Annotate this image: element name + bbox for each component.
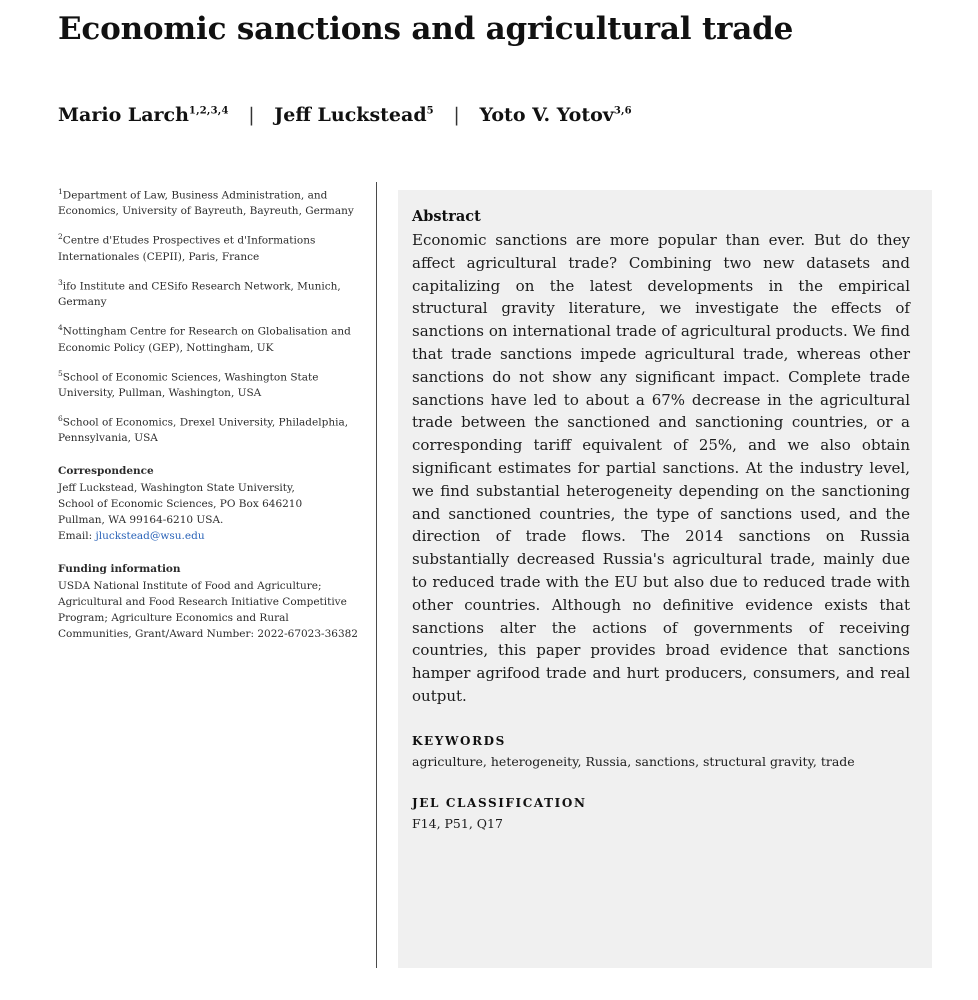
email-label: Email: (58, 530, 93, 543)
author-3-name: Yoto V. Yotov (479, 104, 614, 126)
column-divider (376, 182, 377, 968)
affiliation-5-mark: 5 (58, 368, 63, 378)
affiliation-5-text: School of Economic Sciences, Washington State University, Pullman, Washington, USA (58, 371, 319, 400)
keywords-heading: KEYWORDS (412, 733, 506, 748)
affiliation-item (58, 277, 358, 311)
abstract-box (398, 190, 932, 968)
abstract-heading: Abstract (412, 208, 481, 225)
affiliation-6-text: School of Economics, Drexel University, Philadelphia, Pennsylvania, USA (58, 416, 349, 445)
affiliation-item (58, 322, 358, 356)
author-3-affiliation-marks: 3,6 (613, 105, 632, 117)
affiliation-1-text: Department of Law, Business Administration, and Economics, University of Bayreuth, Bayreuth, Germany (58, 189, 354, 218)
funding-block (58, 562, 358, 643)
correspondence-block (58, 464, 358, 545)
author-2 (274, 104, 434, 126)
author-separator-1: | (248, 104, 255, 126)
correspondence-email-line (58, 529, 358, 545)
page-title: Economic sanctions and agricultural trade (58, 11, 794, 47)
correspondence-heading: Correspondence (58, 465, 154, 478)
correspondence-line-2: School of Economic Sciences, PO Box 646210 (58, 498, 303, 511)
author-2-affiliation-marks: 5 (426, 105, 434, 117)
affiliation-3-mark: 3 (58, 277, 63, 287)
author-1-affiliation-marks: 1,2,3,4 (188, 105, 229, 117)
email-link[interactable]: jluckstead@wsu.edu (95, 530, 205, 543)
jel-classification-text: F14, P51, Q17 (412, 816, 503, 832)
author-1 (58, 104, 229, 126)
affiliation-item (58, 413, 358, 447)
affiliation-3-text: ifo Institute and CESifo Research Network, Munich, Germany (58, 280, 341, 309)
affiliation-item (58, 368, 358, 402)
author-list (58, 104, 928, 126)
author-3 (479, 104, 631, 126)
author-2-name: Jeff Luckstead (274, 104, 427, 126)
correspondence-line-1: Jeff Luckstead, Washington State University, (58, 482, 295, 495)
affiliation-item (58, 231, 358, 265)
affiliation-6-mark: 6 (58, 414, 63, 424)
affiliation-2-mark: 2 (58, 232, 63, 242)
correspondence-line-3: Pullman, WA 99164-6210 USA. (58, 514, 224, 527)
jel-classification-heading: JEL CLASSIFICATION (412, 796, 587, 811)
funding-heading: Funding information (58, 563, 181, 576)
affiliation-4-text: Nottingham Centre for Research on Globalisation and Economic Policy (GEP), Nottingham, UK (58, 325, 351, 354)
affiliation-4-mark: 4 (58, 323, 63, 333)
affiliation-1-mark: 1 (58, 187, 63, 196)
affiliation-item (58, 186, 358, 220)
author-separator-2: | (453, 104, 460, 126)
keywords-text: agriculture, heterogeneity, Russia, sanctions, structural gravity, trade (412, 753, 855, 769)
author-1-name: Mario Larch (58, 104, 189, 126)
funding-text: USDA National Institute of Food and Agriculture; Agricultural and Food Research Initiative Competitive Program; Agriculture Economics and Rural Communities, Grant/Award Number: 2022-67023-36382 (58, 580, 358, 641)
affiliations-column (58, 186, 358, 643)
abstract-text: Economic sanctions are more popular than ever. But do they affect agricultural trade? Combining two new datasets and capitalizing on the latest developments in the empirical structural gravity literature, we investigate the effects of sanctions on international trade of agricultural products. We find that trade sanctions impede agricultural trade, whereas other sanctions do not show any significant impact. Complete trade sanctions have led to about a 67% decrease in the agricultural trade between the sanctioned and sanctioning countries, or a corresponding tariff equivalent of 25%, and we also obtain significant estimates for partial sanctions. At the industry level, we find substantial heterogeneity depending on the sanctioning and sanctioned countries, the type of sanctions used, and the direction of trade flows. The 2014 sanctions on Russia substantially decreased Russia's agricultural trade, mainly due to reduced trade with the EU but also due to reduced trade with other countries. Although no definitive evidence exists that sanctions alter the actions of governments of receiving countries, this paper provides broad evidence that sanctions hamper agrifood trade and hurt producers, consumers, and real output. (412, 231, 910, 705)
affiliation-2-text: Centre d'Etudes Prospectives et d'Informations Internationales (CEPII), Paris, France (58, 234, 316, 263)
